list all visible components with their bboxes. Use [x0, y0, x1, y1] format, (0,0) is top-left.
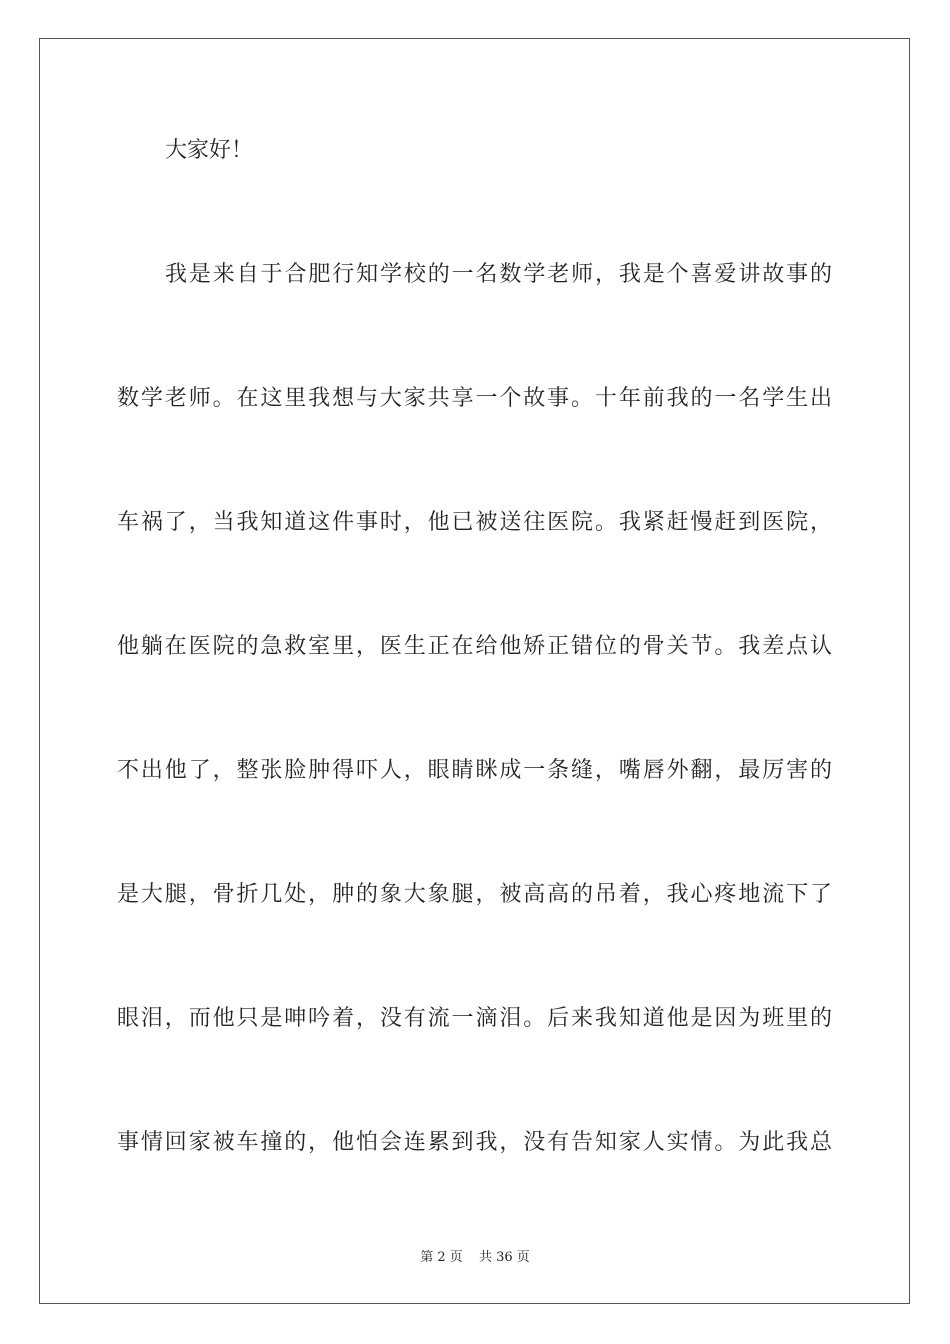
paragraph-line-7: 眼泪，而他只是呻吟着，没有流一滴泪。后来我知道他是因为班里的: [117, 1006, 832, 1031]
paragraph-line-8: 事情回家被车撞的，他怕会连累到我，没有告知家人实情。为此我总: [117, 1130, 832, 1155]
page-number: 第 2 页: [420, 1250, 463, 1265]
paragraph-line-6: 是大腿，骨折几处，肿的象大象腿，被高高的吊着，我心疼地流下了: [117, 882, 832, 907]
paragraph-line-2: 数学老师。在这里我想与大家共享一个故事。十年前我的一名学生出: [117, 386, 832, 411]
paragraph-line-3: 车祸了，当我知道这件事时，他已被送往医院。我紧赶慢赶到医院，: [117, 510, 832, 535]
greeting-line: 大家好！: [165, 138, 254, 163]
paragraph-line-4: 他躺在医院的急救室里，医生正在给他矫正错位的骨关节。我差点认: [117, 634, 832, 659]
page-frame: [39, 38, 910, 1304]
page-footer: [0, 1246, 950, 1265]
paragraph-line-1: 我是来自于合肥行知学校的一名数学老师，我是个喜爱讲故事的: [165, 262, 832, 287]
page-total: 共 36 页: [478, 1250, 530, 1265]
paragraph-line-5: 不出他了，整张脸肿得吓人，眼睛眯成一条缝，嘴唇外翻，最厉害的: [117, 758, 832, 783]
